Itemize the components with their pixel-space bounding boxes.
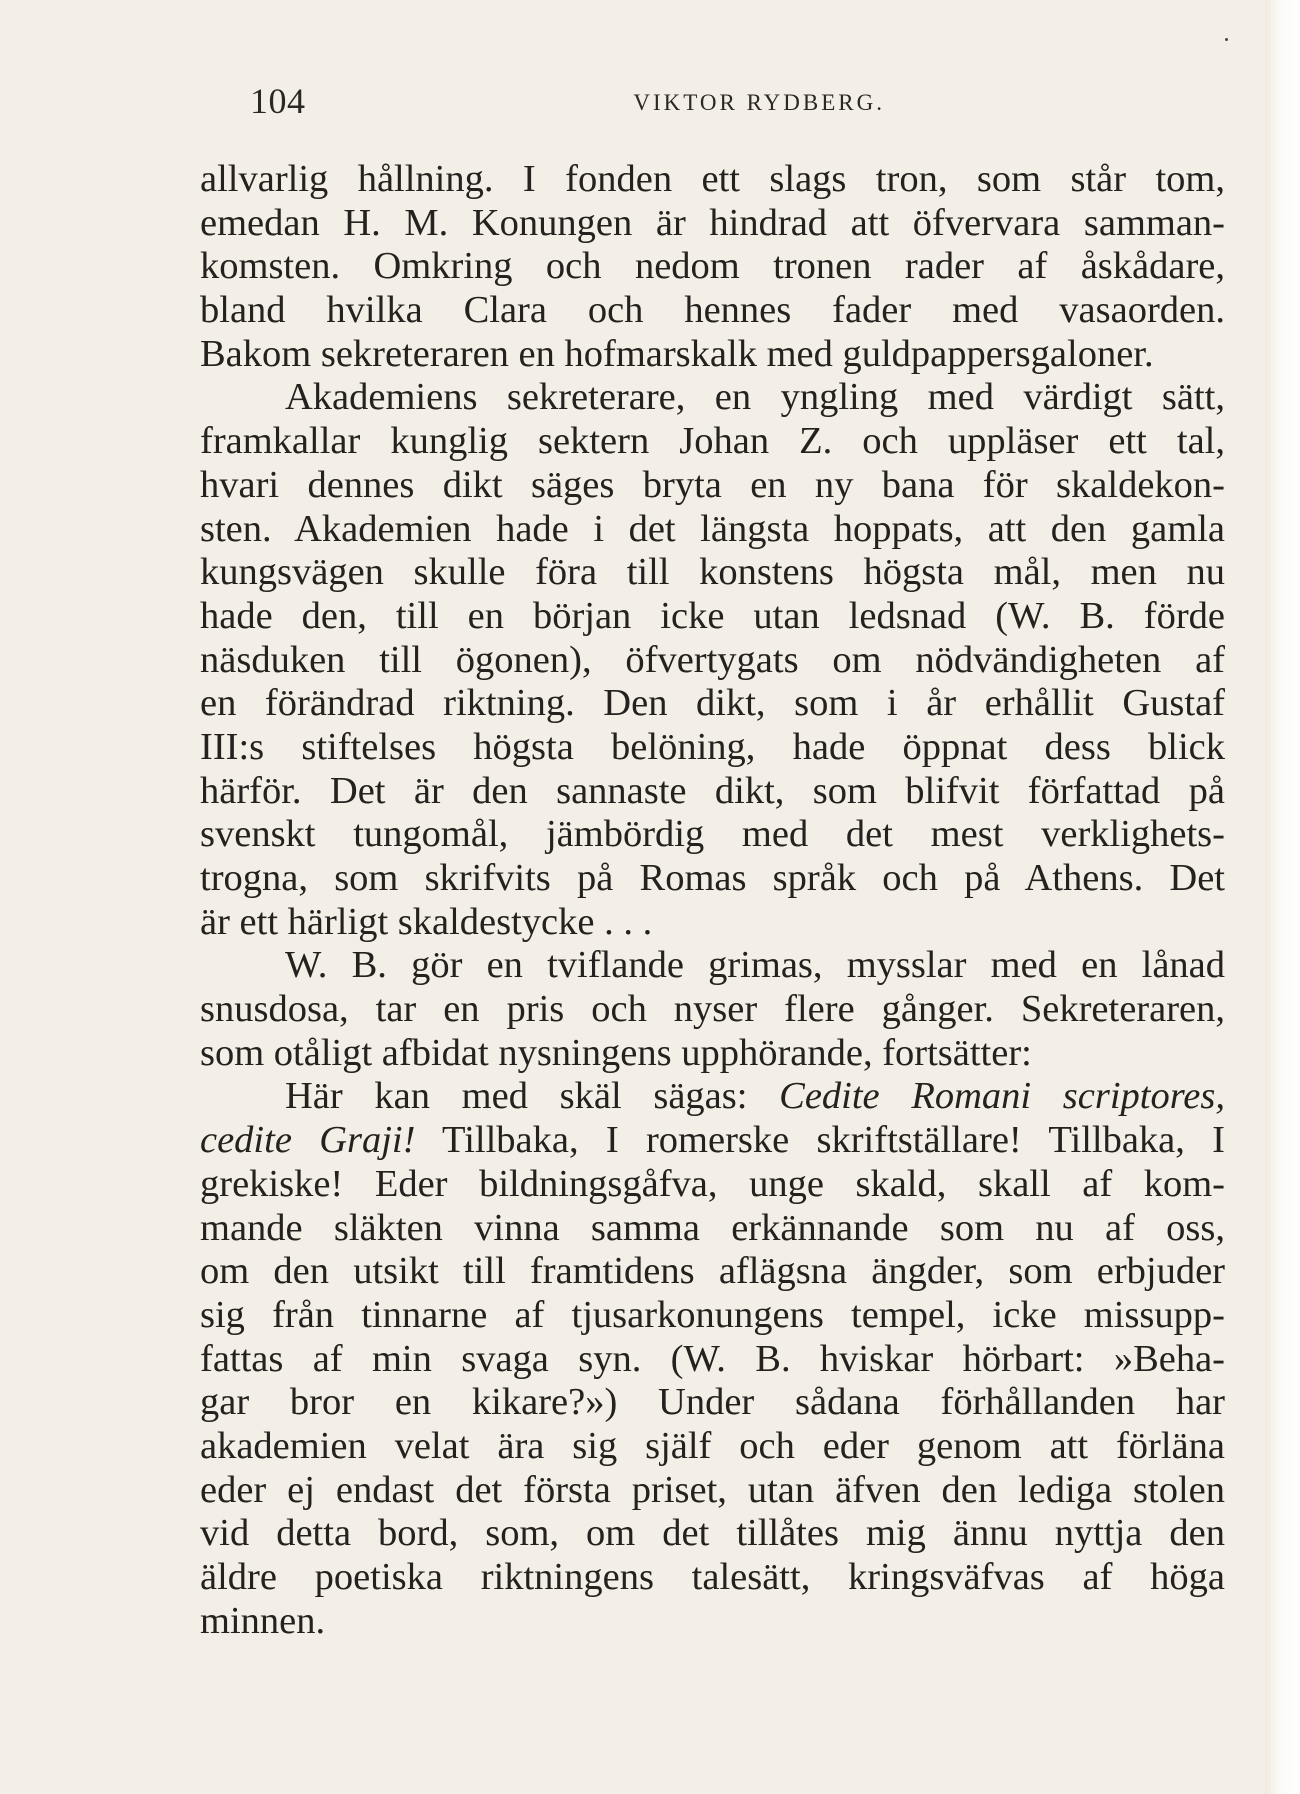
text-line: sig från tinnarne af tjusarkonungens tempel, icke missupp- bbox=[200, 1293, 1225, 1336]
page-header bbox=[250, 80, 885, 132]
text-line: hvari dennes dikt säges bryta en ny bana för skaldekon- bbox=[200, 463, 1225, 506]
text-line: minnen. bbox=[200, 1599, 326, 1642]
text-line: komsten. Omkring och nedom tronen rader af åskådare, bbox=[200, 245, 1225, 288]
text-line: är ett härligt skaldestycke . . . bbox=[200, 900, 653, 943]
text-line: Akademiens sekreterare, en yngling med värdigt sätt, bbox=[285, 376, 1225, 419]
paper-speck bbox=[1225, 38, 1228, 41]
text-line: hade den, till en början icke utan ledsnad (W. B. förde bbox=[200, 594, 1225, 637]
text-line: kungsvägen skulle föra till konstens högsta mål, men nu bbox=[200, 551, 1225, 594]
text-line: om den utsikt till framtidens aflägsna ängder, som erbjuder bbox=[200, 1250, 1225, 1293]
text-line: som otåligt afbidat nysningens upphörande, fortsätter: bbox=[200, 1031, 1032, 1074]
text-line: Här kan med skäl sägas: Cedite Romani scriptores, bbox=[285, 1075, 1225, 1118]
latin-quote: Cedite Romani scriptores, bbox=[779, 1075, 1225, 1118]
text-line: svenskt tungomål, jämbördig med det mest verklighets- bbox=[200, 813, 1225, 856]
text-line: Bakom sekreteraren en hofmarskalk med guldpappersgaloner. bbox=[200, 332, 1154, 375]
text-line: eder ej endast det första priset, utan äfven den lediga stolen bbox=[200, 1468, 1225, 1511]
text-line: gar bror en kikare?») Under sådana förhållanden har bbox=[200, 1381, 1225, 1424]
text-line: grekiske! Eder bildningsgåfva, unge skald, skall af kom- bbox=[200, 1162, 1225, 1205]
text-line: allvarlig hållning. I fonden ett slags tron, som står tom, bbox=[200, 158, 1225, 200]
running-head: VIKTOR RYDBERG. bbox=[633, 90, 885, 115]
text-line: bland hvilka Clara och hennes fader med vasaorden. bbox=[200, 289, 1225, 332]
page-number: 104 bbox=[250, 81, 306, 121]
text-line: framkallar kunglig sektern Johan Z. och uppläser ett tal, bbox=[200, 420, 1225, 463]
text-line: akademien velat ära sig själf och eder genom att förläna bbox=[200, 1424, 1225, 1467]
text-line: härför. Det är den sannaste dikt, som blifvit författad på bbox=[200, 769, 1225, 812]
text-line: III:s stiftelses högsta belöning, hade öppnat dess blick bbox=[200, 725, 1225, 768]
latin-quote: cedite Graji! bbox=[200, 1119, 416, 1162]
body-text bbox=[200, 158, 1225, 1643]
text-line: sten. Akademien hade i det längsta hoppats, att den gamla bbox=[200, 507, 1225, 550]
text-line: mande släkten vinna samma erkännande som nu af oss, bbox=[200, 1206, 1225, 1249]
text-line: fattas af min svaga syn. (W. B. hviskar hörbart: »Beha- bbox=[200, 1337, 1225, 1380]
text-line: emedan H. M. Konungen är hindrad att öfvervara samman- bbox=[200, 201, 1225, 244]
text-line: näsduken till ögonen), öfvertygats om nödvändigheten af bbox=[200, 638, 1225, 681]
text-line: cedite Graji! Tillbaka, I romerske skriftställare! Tillbaka, I bbox=[200, 1119, 1225, 1162]
text-line: vid detta bord, som, om det tillåtes mig ännu nyttja den bbox=[200, 1512, 1225, 1555]
text-line: äldre poetiska riktningens talesätt, kringsväfvas af höga bbox=[200, 1556, 1225, 1598]
text-line: snusdosa, tar en pris och nyser flere gånger. Sekreteraren, bbox=[200, 988, 1225, 1031]
page-edge-margin bbox=[1265, 0, 1300, 1794]
text-line: W. B. gör en tviflande grimas, mysslar med en lånad bbox=[285, 944, 1225, 987]
text-line: trogna, som skrifvits på Romas språk och på Athens. Det bbox=[200, 857, 1225, 899]
text-line: en förändrad riktning. Den dikt, som i år erhållit Gustaf bbox=[200, 682, 1225, 725]
